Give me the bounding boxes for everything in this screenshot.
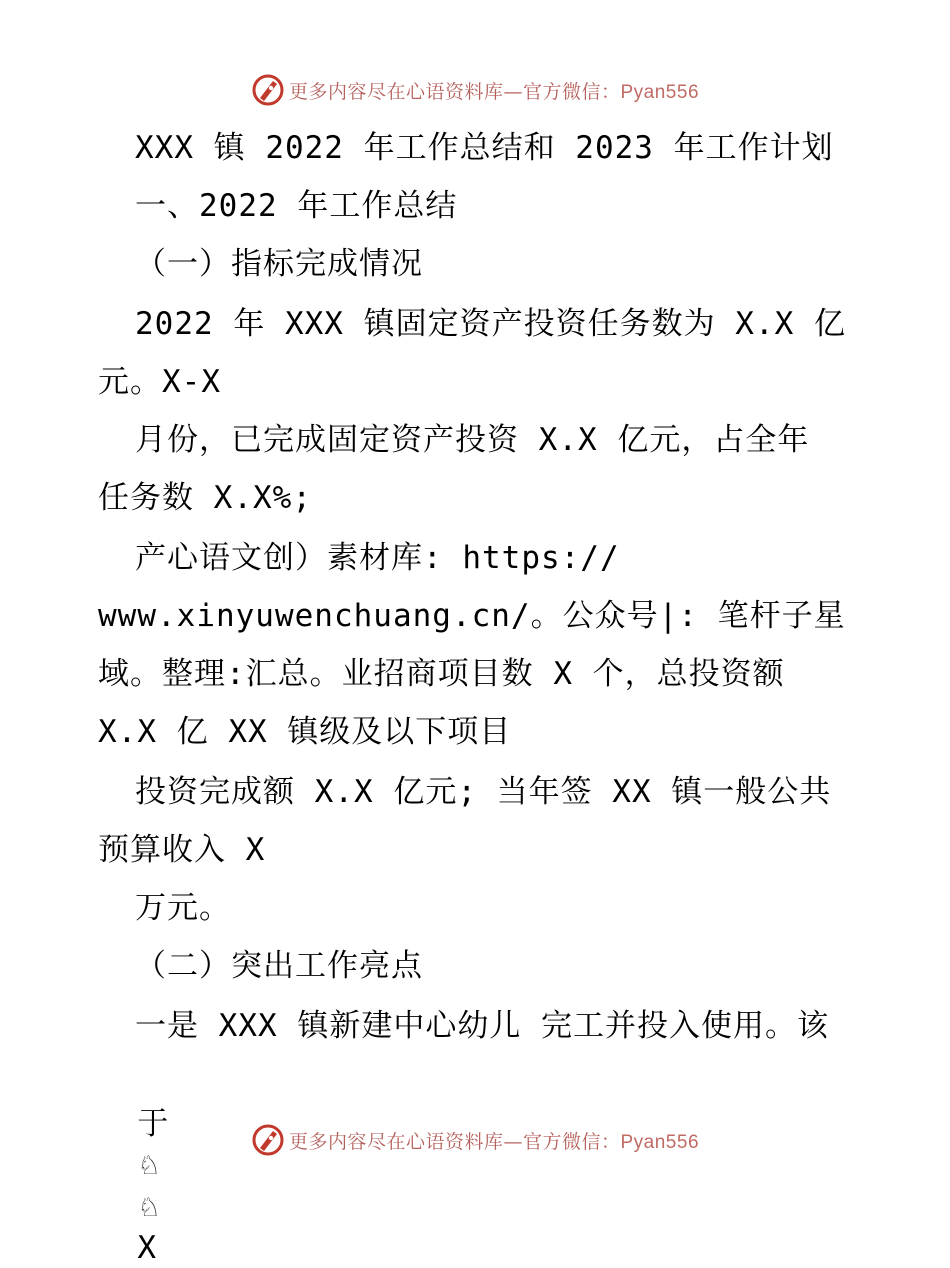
paragraph-line: 元。X-X [98, 364, 221, 400]
watermark-text: 更多内容尽在心语资料库—官方微信：Pyan556 [288, 80, 700, 103]
paragraph-line: 预算收入 X [98, 832, 266, 868]
paragraph-line: 2022 年 XXX 镇固定资产投资任务数为 X.X 亿 [135, 306, 846, 342]
paragraph-line: 域。整理:汇总。业招商项目数 X 个，总投资额 [98, 656, 785, 692]
unknown-glyph-icon: ♘ [137, 1193, 162, 1223]
subsection-heading-1: （一）指标完成情况 [135, 246, 423, 282]
watermark-banner-bottom [0, 1120, 950, 1160]
watermark-banner-top [0, 70, 950, 110]
paragraph-line-last [98, 1064, 169, 1268]
paragraph-line: 产心语文创）素材库: https:// [135, 540, 620, 576]
doc-title: XXX 镇 2022 年工作总结和 2023 年工作计划 [135, 130, 834, 166]
paragraph-line: www.xinyuwenchuang.cn/。公众号|: 笔杆子星 [98, 598, 846, 634]
pen-logo-icon [251, 1123, 285, 1157]
unknown-glyph-icon: ♘ [137, 1151, 162, 1181]
watermark-text: 更多内容尽在心语资料库—官方微信：Pyan556 [288, 1130, 700, 1153]
pen-logo-icon [251, 73, 285, 107]
paragraph-line: 一是 XXX 镇新建中心幼儿 完工并投入使用。该 [135, 1008, 829, 1044]
last-line-tail: X [137, 1230, 157, 1266]
paragraph-line: 投资完成额 X.X 亿元; 当年签 XX 镇一般公共 [135, 774, 832, 810]
paragraph-line: 万元。 [135, 890, 231, 926]
last-line-start: 于 [137, 1106, 170, 1142]
paragraph-line: 任务数 X.X%; [98, 480, 312, 516]
paragraph-line: 月份，已完成固定资产投资 X.X 亿元，占全年 [135, 422, 810, 458]
subsection-heading-2: （二）突出工作亮点 [135, 948, 423, 984]
paragraph-line: X.X 亿 XX 镇级及以下项目 [98, 714, 512, 750]
section-heading-1: 一、2022 年工作总结 [135, 188, 458, 224]
